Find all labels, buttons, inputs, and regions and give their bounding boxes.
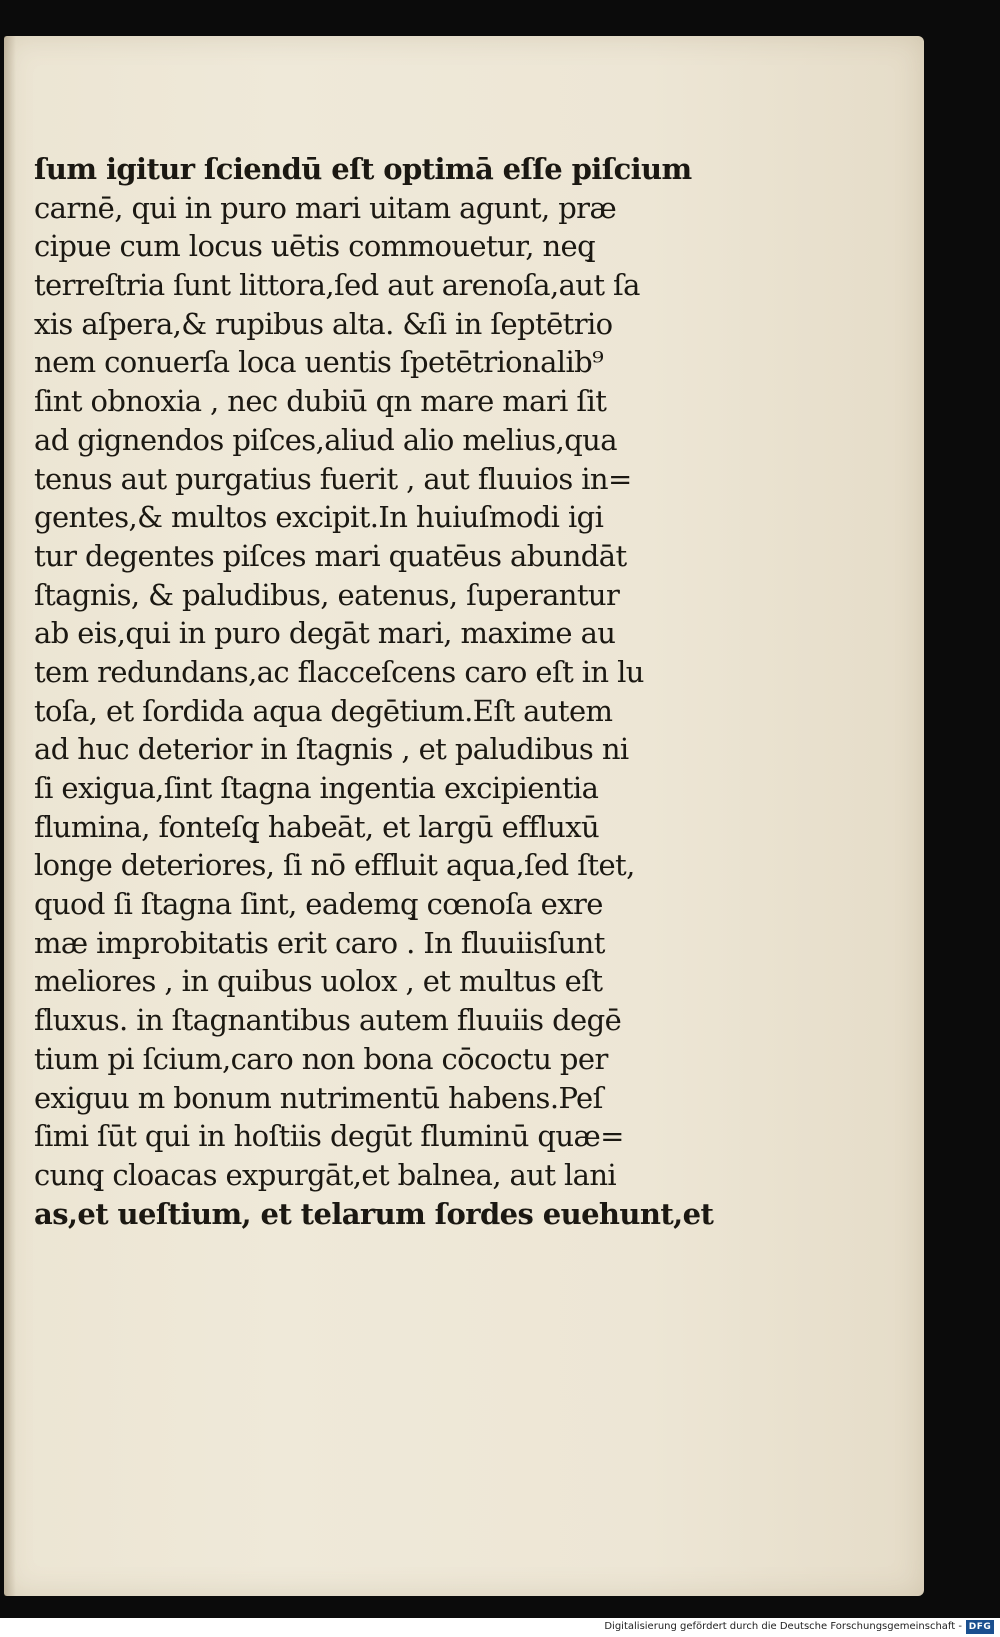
text-line-4: terreſtria ſunt littora,ſed aut arenoſa,aut ſa <box>34 268 640 303</box>
digitization-footer <box>0 1618 1000 1637</box>
text-line-23: fluxus. in ſtagnantibus autem fluuiis degē <box>34 1003 622 1038</box>
text-line-22: meliores , in quibus uolox , et multus eſt <box>34 964 603 999</box>
text-line-15: toſa, et ſordida aqua degētium.Eſt autem <box>34 693 613 728</box>
text-line-2: carnē, qui in puro mari uitam agunt, præ <box>34 190 617 225</box>
text-line-7: ſint obnoxia , nec dubiū qn mare mari ſit <box>34 384 607 419</box>
text-line-17: ſi exigua,ſint ſtagna ingentia excipientia <box>34 771 599 805</box>
dfg-logo-icon: DFG <box>966 1620 994 1634</box>
text-line-1: ſum igitur ſciendū eſt optimā eſſe piſcium <box>34 152 692 186</box>
text-line-28: as,et ueſtium, et telarum ſordes euehunt,et <box>34 1196 714 1231</box>
page-gutter-shadow <box>4 36 16 1596</box>
text-line-18: flumina, fonteſq̧ habeāt, et largū effluxū <box>34 809 600 844</box>
text-line-27: cunq̧ cloacas expurgāt,et balnea, aut lani <box>34 1157 617 1192</box>
text-line-19: longe deteriores, ſi nō effluit aqua,ſed ſtet, <box>34 848 635 883</box>
text-line-26: ſimi ſūt qui in hoſtiis degūt fluminū quæ= <box>34 1119 624 1154</box>
text-line-24: tium pi ſcium,caro non bona cōcoctu per <box>34 1041 608 1076</box>
text-line-8: ad gignendos piſces,aliud alio melius,qua <box>34 422 617 457</box>
text-line-6: nem conuerſa loca uentis ſpetētrionalib⁹ <box>34 345 604 380</box>
latin-text-block <box>34 150 714 1233</box>
funding-credit: Digitalisierung gefördert durch die Deutsche Forschungsgemeinschaft - <box>604 1621 962 1632</box>
text-line-16: ad huc deterior in ſtagnis , et paludibus ni <box>34 732 629 767</box>
text-line-13: ab eis,qui in puro degāt mari, maxime au <box>34 616 616 651</box>
text-line-5: xis aſpera,& rupibus alta. &ſi in ſeptētrio <box>34 306 613 341</box>
text-line-9: tenus aut purgatius fuerit , aut fluuios in= <box>34 461 632 496</box>
text-line-14: tem redundans,ac flacceſcens caro eſt in lu <box>34 654 644 689</box>
text-line-3: cipue cum locus uētis commouetur, neq̧ <box>34 229 596 264</box>
text-line-12: ſtagnis, & paludibus, eatenus, ſuperantur <box>34 577 620 612</box>
text-line-21: mæ improbitatis erit caro . In fluuiisſunt <box>34 925 605 960</box>
text-line-11: tur degentes piſces mari quatēus abundāt <box>34 538 627 573</box>
text-line-20: quod ſi ſtagna ſint, eademq̧ cœnoſa exre <box>34 887 603 922</box>
text-line-25: exiguu m bonum nutrimentū habens.Peſ <box>34 1080 603 1115</box>
text-line-10: gentes,& multos excipit.In huiuſmodi igi <box>34 500 604 535</box>
